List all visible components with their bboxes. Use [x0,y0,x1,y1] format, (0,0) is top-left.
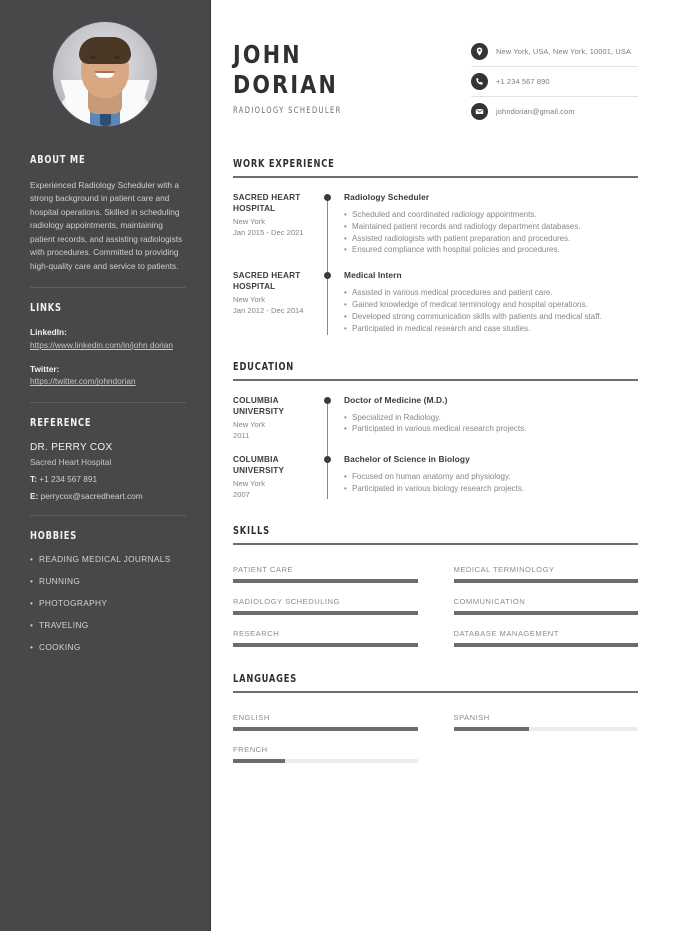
bullet: • Gained knowledge of medical terminology and hospital operations. [344,299,638,311]
link-item[interactable] [30,326,186,351]
skill-bar [454,579,639,583]
hobbies-section [0,530,210,652]
skill-item [436,615,639,647]
language-label: ENGLISH [233,712,270,722]
skill-item [233,583,436,615]
skill-bar [454,643,639,647]
bullet: • Participated in various medical research projects. [344,423,638,435]
links-heading: LINKS [30,302,62,315]
work-organization: SACRED HEART HOSPITAL [233,271,301,292]
work-location: New York [233,295,266,305]
timeline-dot [324,272,331,279]
reference-phone-label: T: [30,473,37,484]
divider [30,515,186,516]
link-url[interactable]: https://www.linkedin.com/in/john dorian [30,339,173,350]
photo-eye-right [114,56,120,59]
list-item: • COOKING [30,642,186,652]
skill-bar [233,579,418,583]
skill-label: PATIENT CARE [233,564,294,574]
skill-item [233,551,436,583]
list-item: • READING MEDICAL JOURNALS [30,554,186,564]
bullet: • Developed strong communication skills with patients and medical staff. [344,311,638,323]
work-experience-item [233,270,638,334]
language-label: FRENCH [233,744,268,754]
education-organization: COLUMBIA UNIVERSITY [233,395,285,416]
work-bullets [344,209,638,256]
timeline-line [327,400,328,456]
section-rule [233,543,638,545]
contact-row-email[interactable] [471,103,638,126]
work-details [334,270,638,334]
languages-section [233,673,638,763]
languages-heading: LANGUAGES [233,672,298,685]
reference-email-row [30,491,186,501]
work-meta [233,192,321,256]
education-details [334,395,638,440]
skill-bar-fill [454,643,639,647]
reference-section [0,417,210,501]
language-bar-fill [233,727,418,731]
skill-item [436,551,639,583]
reference-organization: Sacred Heart Hospital [30,456,112,467]
education-title: Bachelor of Science in Biology [344,453,470,464]
photo-eye-left [90,56,96,59]
language-item [233,699,436,731]
avatar-container [0,0,210,126]
reference-phone-row [30,474,186,484]
bullet: • Focused on human anatomy and physiology. [344,471,638,483]
location-pin-icon [471,43,488,60]
hobbies-heading: HOBBIES [30,529,77,542]
language-item [436,699,639,731]
address-text: New York, USA, New York, 10001, USA [496,47,632,56]
avatar [53,22,157,126]
section-rule [233,691,638,693]
last-name: DORIAN [233,69,338,99]
education-bullets [344,471,638,495]
skill-bar-fill [454,611,639,615]
skill-bar [233,643,418,647]
timeline-axis [321,192,334,256]
language-bar [454,727,639,731]
reference-email-value: perrycox@sacredheart.com [40,490,143,501]
email-text: johndorian@gmail.com [496,107,575,116]
language-bar [233,759,418,763]
photo-hair [79,37,131,64]
bullet: • Ensured compliance with hospital policies and procedures. [344,244,638,256]
education-bullets [344,412,638,436]
work-bullets [344,287,638,334]
sidebar [0,0,211,931]
skills-grid [233,551,638,647]
link-item[interactable] [30,363,186,388]
reference-name: DR. PERRY COX [30,441,113,453]
education-title: Doctor of Medicine (M.D.) [344,394,448,405]
main-content [211,0,675,931]
timeline-line [327,197,328,272]
education-dates: 2011 [233,430,250,440]
skill-label: RESEARCH [233,628,280,638]
skill-bar [233,611,418,615]
phone-icon [471,73,488,90]
work-dates: Jan 2015 - Dec 2021 [233,228,304,238]
contact-row-address[interactable] [471,43,638,67]
work-experience-section [233,158,638,335]
link-label: LinkedIn: [30,327,67,338]
work-location: New York [233,217,266,227]
phone-text: +1 234 567 890 [496,77,550,86]
language-bar [233,727,418,731]
work-experience-item [233,192,638,256]
timeline-line [327,459,328,499]
bullet: • Specialized in Radiology. [344,412,638,424]
work-dates: Jan 2012 - Dec 2014 [233,306,304,316]
timeline-axis [321,395,334,440]
link-label: Twitter: [30,363,60,374]
name-block [233,40,471,115]
list-item: • RUNNING [30,576,186,586]
bullet: • Participated in various biology research projects. [344,483,638,495]
bullet: • Scheduled and coordinated radiology appointments. [344,209,638,221]
section-rule [233,379,638,381]
education-dates: 2007 [233,489,250,499]
bullet: • Assisted radiologists with patient preparation and procedures. [344,233,638,245]
job-title: RADIOLOGY SCHEDULER [233,105,342,115]
reference-email-label: E: [30,490,39,501]
first-name: JOHN [233,40,302,69]
list-item: • PHOTOGRAPHY [30,598,186,608]
skill-bar-fill [233,643,418,647]
education-item [233,454,638,499]
link-url[interactable]: https://twitter.com/johndorian [30,376,136,387]
language-bar-fill [454,727,530,731]
about-section [0,154,210,273]
skill-label: COMMUNICATION [453,596,526,606]
education-location: New York [233,478,266,488]
education-details [334,454,638,499]
reference-phone-value: +1 234 567 891 [39,473,98,484]
skill-bar-fill [454,579,639,583]
language-bar-fill [233,759,285,763]
skill-label: RADIOLOGY SCHEDULING [233,596,340,606]
links-section [0,302,210,388]
timeline-axis [321,270,334,334]
skill-label: MEDICAL TERMINOLOGY [453,564,555,574]
resume-header [233,40,638,132]
education-section [233,361,638,499]
reference-heading: REFERENCE [30,416,92,429]
timeline-dot [324,456,331,463]
skills-heading: SKILLS [233,524,270,537]
list-item: • TRAVELING [30,620,186,630]
work-title: Medical Intern [344,270,402,281]
about-heading: ABOUT ME [30,154,86,166]
contact-block [471,40,638,132]
bullet: • Assisted in various medical procedures and patient care. [344,287,638,299]
skill-item [436,583,639,615]
skill-bar-fill [233,579,418,583]
work-meta [233,270,321,334]
skill-bar-fill [233,611,418,615]
education-heading: EDUCATION [233,360,295,373]
bullet: • Maintained patient records and radiology department databases. [344,221,638,233]
envelope-icon [471,103,488,120]
work-details [334,192,638,256]
skill-item [233,615,436,647]
work-title: Radiology Scheduler [344,192,430,202]
divider [30,287,186,288]
bullet: • Participated in medical research and case studies. [344,323,638,335]
about-text: Experienced Radiology Scheduler with a strong background in patient care and hospital operations. Skilled in scheduling radiology appointments, maintaining patient records, and assisting radiologists with procedures. Committed to providing high-quality care and service to patients. [30,180,183,271]
languages-grid [233,699,638,763]
section-rule [233,176,638,178]
education-meta [233,454,321,499]
work-organization: SACRED HEART HOSPITAL [233,193,301,214]
timeline-line [327,275,328,334]
timeline-axis [321,454,334,499]
timeline-dot [324,194,331,201]
education-organization: COLUMBIA UNIVERSITY [233,454,285,475]
education-location: New York [233,419,266,429]
skills-section [233,525,638,647]
skill-label: DATABASE MANAGEMENT [453,628,559,638]
language-item [233,731,436,763]
education-meta [233,395,321,440]
divider [30,402,186,403]
skill-bar [454,611,639,615]
contact-row-phone[interactable] [471,73,638,97]
timeline-dot [324,397,331,404]
education-item [233,395,638,440]
language-label: SPANISH [453,712,490,722]
work-experience-heading: WORK EXPERIENCE [233,158,335,170]
